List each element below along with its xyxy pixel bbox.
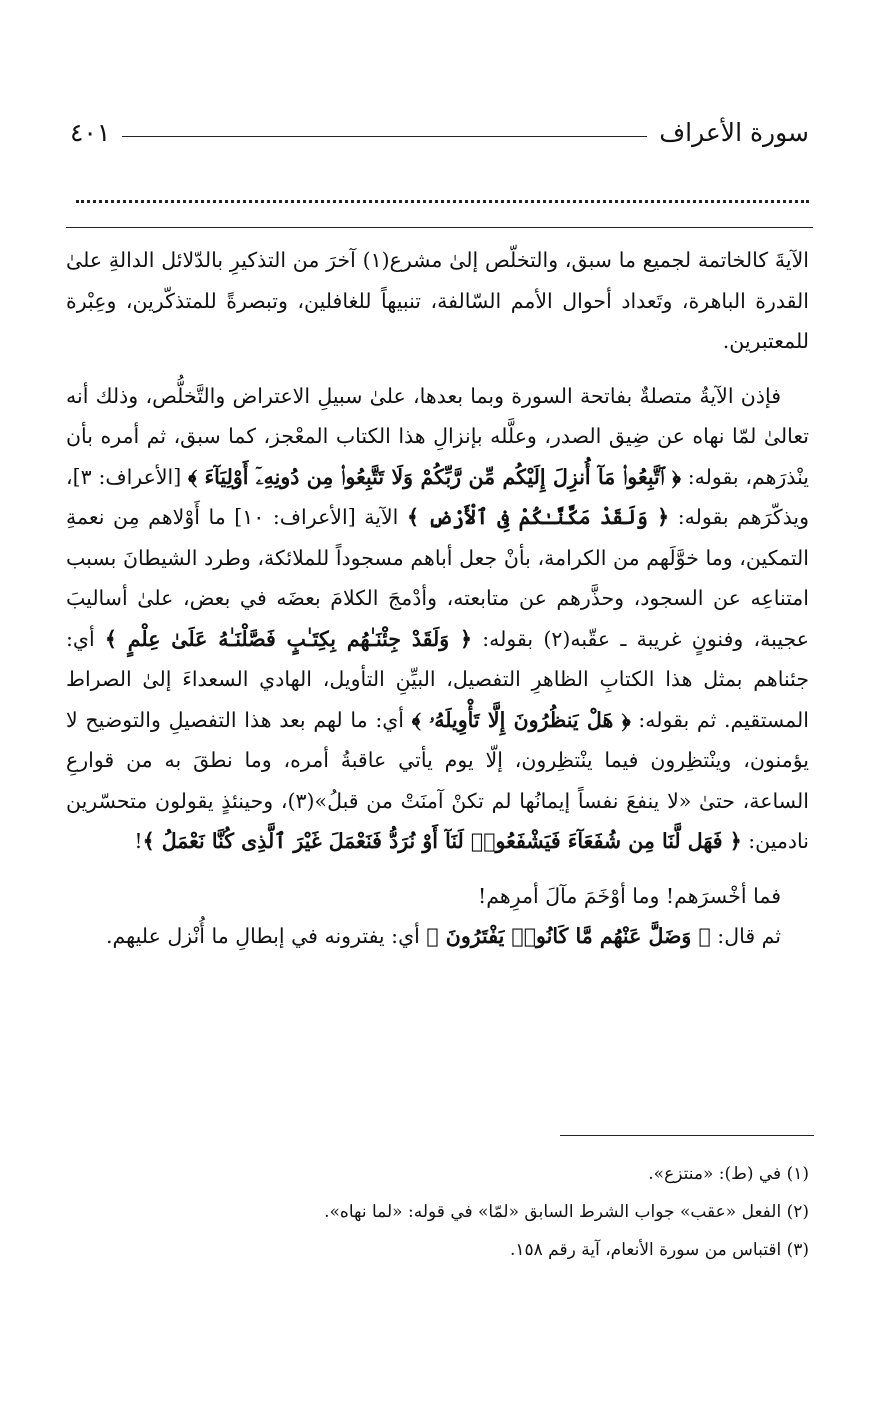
paragraph-2-part-a: فإذن الآيةُ متصلةٌ بفاتحة السورة وبما بعدها، علىٰ سبيلِ الاعتراض والتَّخلُّص، وذلك أنه تعالىٰ لمّا نهاه عن ضِيق الصدر، وعلَّله بإنزالِ هذا الكتاب المعْجز، كما سبق، ثم أمره بأن ينْذرَهم، بقوله: (66, 383, 809, 489)
quran-verse-3: ﴿ وَلَقَدْ جِئْنَـٰهُم بِكِتَـٰبٍ فَصَّلْنَـٰهُ عَلَىٰ عِلْمٍ ﴾ (104, 626, 473, 651)
main-text (66, 240, 809, 957)
paragraph-2-part-b: [الأعراف: ٣]، ويذكّرَهم بقوله: (66, 464, 809, 529)
paragraph-4-part-b: أي: يفترونه في إبطالِ ما أُنْزل عليهم. (106, 924, 427, 948)
running-title: سورة الأعراف (659, 117, 809, 147)
page-number: ٤٠١ (70, 117, 111, 147)
header-rule (122, 136, 647, 137)
quran-verse-1: ﴿ ٱتَّبِعُوا۟ مَآ أُنزِلَ إِلَيْكُم مِّن رَّبِّكُمْ وَلَا تَتَّبِعُوا۟ مِن دُونِهِۦٓ أَوْلِيَآءَ ﴾ (188, 464, 681, 489)
paragraph-2-part-d: أي: جئناهم بمثل هذا الكتابِ الظاهرِ التفصيل، البيِّنِ التأويل، الهادي السعداءَ إلىٰ الصراط المستقيم. ثم بقوله: (66, 626, 809, 732)
footnote-rule (560, 1135, 814, 1136)
paragraph-4-part-a: ثم قال: (710, 924, 781, 948)
paragraph-2-part-e: أي: ما لهم بعد هذا التفصيلِ والتوضيح لا يؤمنون، وينْتظِرون فيما ينْتظِرون، إلّا يوم يأتي عاقبةُ أمره، وما نطقَ به من قوارعِ الساعة، حتىٰ «لا ينفعَ نفساً إيمانُها لم تكنْ آمنَتْ من قبلُ»(٣)، وحينئذٍ يقولون متحسّرين نادمين: (66, 707, 809, 853)
quran-verse-4: ﴿ هَلْ يَنظُرُونَ إِلَّا تَأْوِيلَهُۥ ﴾ (411, 707, 631, 732)
footnote-2: (٢) الفعل «عقب» جواب الشرط السابق «لمّا» في قوله: «لما نهاه». (324, 1202, 809, 1222)
footnote-3: (٣) اقتباس من سورة الأنعام، آية رقم ١٥٨. (509, 1240, 809, 1260)
footnotes (66, 1155, 809, 1269)
quran-verse-6: ﴿ وَضَلَّ عَنْهُم مَّا كَانُوا۟ يَفْتَرُونَ ﴾ (426, 924, 711, 948)
page-header (70, 112, 809, 152)
paragraph-2-part-f: ! (134, 829, 143, 853)
paragraph-4 (66, 916, 809, 957)
quran-verse-5: ﴿ فَهَل لَّنَا مِن شُفَعَآءَ فَيَشْفَعُوا۟ لَنَآ أَوْ نُرَدُّ فَنَعْمَلَ غَيْرَ ٱلَّذِى كُنَّا نَعْمَلُ ﴾ (142, 829, 742, 853)
top-rule (66, 227, 813, 228)
paragraph-3: فما أخْسرَهم! وما أوْخَمَ مآلَ أمرِهم! (478, 883, 781, 908)
paragraph-2-part-c: الآية [الأعراف: ١٠] ما أَوْلاهم مِن نعمةِ التمكين، وما خوَّلَهم من الكرامة، بأنْ جعل أباهم مسجوداً للملائكة، وطرد الشيطانَ بسبب امتناعِه عن السجود، وحذَّرهم عن متابعته، وأدْمجَ الكلامَ بعضَه في بعض، علىٰ أساليبَ عجيبة، وفنونٍ غريبة ـ عقّبه(٢) بقوله: (66, 505, 809, 651)
footnote-1: (١) في (ط): «منتزع». (648, 1164, 809, 1184)
dotted-separator (76, 186, 809, 203)
paragraph-1: الآيةَ كالخاتمة لجميع ما سبق، والتخلّص إلىٰ مشرع(١) آخرَ من التذكيرِ بالدّلائل الدالةِ علىٰ القدرة الباهرة، وتَعداد أحوال الأمم السّالفة، تنبيهاً للغافلين، وتبصرةً للمتذكّرين، وعِبْرة للمعتبرين. (66, 248, 809, 353)
quran-verse-2: ﴿ وَلَقَدْ مَكَّنَّـٰكُمْ فِى ٱلْأَرْضِ ﴾ (406, 505, 670, 529)
paragraph-2 (66, 376, 809, 862)
